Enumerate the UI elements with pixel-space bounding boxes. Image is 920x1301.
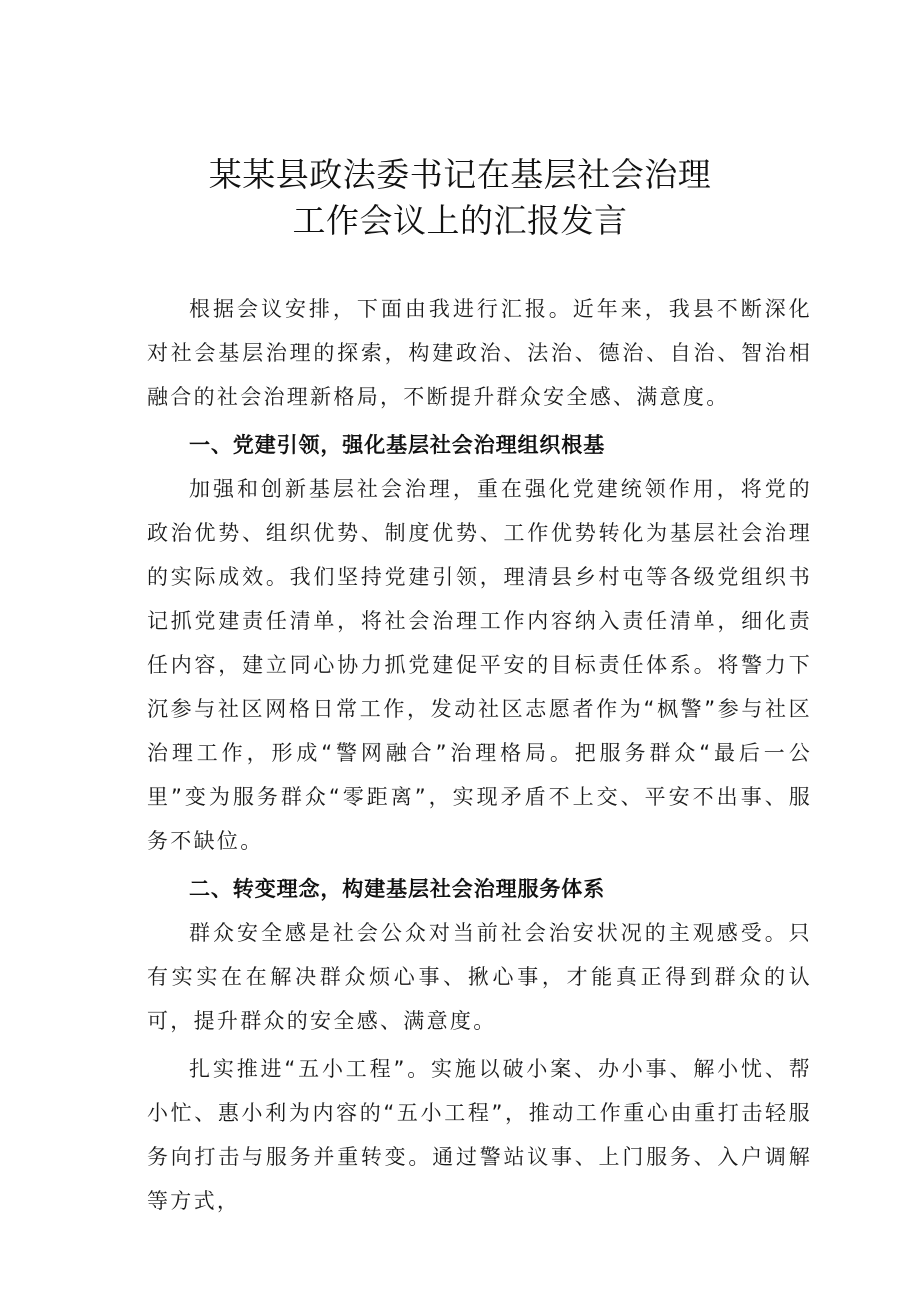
title-line-2: 工作会议上的汇报发言 — [292, 201, 628, 240]
section-2-paragraph-1: 群众安全感是社会公众对当前社会治安状况的主观感受。只有实实在在解决群众烦心事、揪心事，才能真正得到群众的认可，提升群众的安全感、满意度。 — [147, 921, 812, 1033]
section-heading-2: 二、转变理念，构建基层社会治理服务体系 — [189, 877, 606, 901]
document-body — [147, 287, 812, 1223]
section-2-paragraph-2: 扎实推进“五小工程”。实施以破小案、办小事、解小忧、帮小忙、惠小利为内容的“五小工程”，推动工作重心由重打击轻服务向打击与服务并重转变。通过警站议事、上门服务、入户调解等方式， — [147, 1057, 812, 1213]
intro-paragraph: 根据会议安排，下面由我进行汇报。近年来，我县不断深化对社会基层治理的探索，构建政治、法治、德治、自治、智治相融合的社会治理新格局，不断提升群众安全感、满意度。 — [147, 297, 812, 409]
document-title — [0, 152, 920, 244]
section-1-paragraph: 加强和创新基层社会治理，重在强化党建统领作用，将党的政治优势、组织优势、制度优势、工作优势转化为基层社会治理的实际成效。我们坚持党建引领，理清县乡村屯等各级党组织书记抓党建责任清单，将社会治理工作内容纳入责任清单，细化责任内容，建立同心协力抓党建促平安的目标责任体系。将警力下沉参与社区网格日常工作，发动社区志愿者作为“枫警”参与社区治理工作，形成“警网融合”治理格局。把服务群众“最后一公里”变为服务群众“零距离”，实现矛盾不上交、平安不出事、服务不缺位。 — [147, 477, 812, 853]
section-heading-1: 一、党建引领，强化基层社会治理组织根基 — [189, 433, 606, 457]
title-line-1: 某某县政法委书记在基层社会治理 — [208, 155, 712, 194]
